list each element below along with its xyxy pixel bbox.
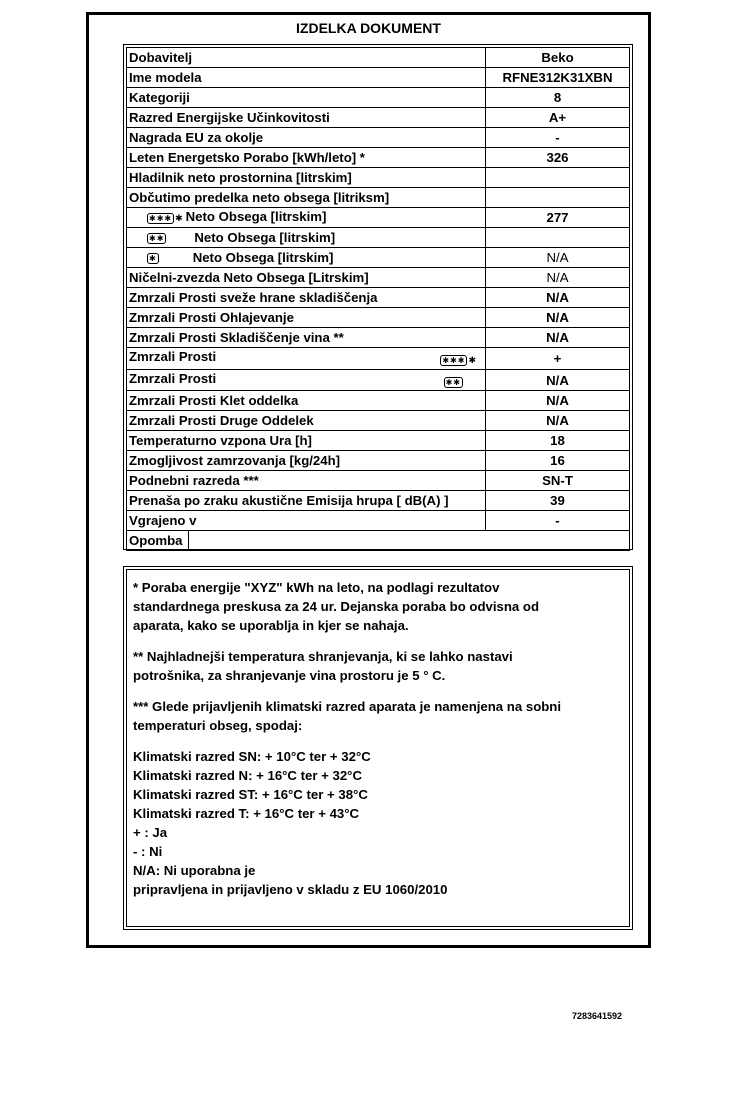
spec-value: 39	[550, 493, 565, 509]
note-paragraph	[133, 578, 623, 635]
note-line: pripravljena in prijavljeno v skladu z EU 1060/2010	[133, 882, 448, 897]
spec-label-cell	[127, 188, 486, 208]
spec-label: Neto Obsega [litrskim]	[192, 250, 334, 265]
spec-label-cell	[127, 491, 486, 511]
spec-label: Zmrzali Prosti Skladiščenje vina **	[129, 330, 344, 345]
spec-value-cell	[486, 128, 630, 148]
spec-value-cell	[486, 168, 630, 188]
spec-label-cell	[127, 88, 486, 108]
spec-label-cell	[127, 451, 486, 471]
spec-table-frame	[123, 44, 633, 550]
spec-table	[126, 47, 630, 531]
spec-label-cell	[127, 248, 486, 268]
spec-value: -	[555, 513, 560, 529]
spec-label: Hladilnik neto prostornina [litrskim]	[129, 170, 352, 185]
spec-value-cell	[486, 108, 630, 128]
spec-row	[127, 328, 630, 348]
star-rating-icon: ✱✱	[149, 234, 165, 244]
note-line: - : Ni	[133, 844, 163, 859]
spec-label-cell	[127, 328, 486, 348]
notes-frame	[123, 566, 633, 930]
spec-row	[127, 48, 630, 68]
note-paragraph	[133, 697, 623, 735]
spec-label: Leten Energetsko Porabo [kWh/leto] *	[129, 150, 365, 165]
remark-table	[126, 530, 630, 551]
note-line: Klimatski razred SN: + 10°C ter + 32°C	[133, 749, 371, 764]
note-paragraph	[133, 647, 623, 685]
spec-label-cell	[127, 68, 486, 88]
spec-label: Neto Obsega [litrskim]	[185, 209, 327, 225]
spec-value-cell	[486, 491, 630, 511]
spec-label: Temperaturno vzpona Ura [h]	[129, 433, 312, 449]
spec-value-cell	[486, 471, 630, 491]
spec-row	[127, 128, 630, 148]
spec-value-cell	[486, 68, 630, 88]
star-group	[440, 351, 479, 369]
spec-value: N/A	[546, 393, 569, 409]
spec-value: Beko	[541, 50, 574, 65]
spec-value-cell	[486, 431, 630, 451]
spec-value: N/A	[546, 413, 569, 429]
spec-label: Zmrzali Prosti Klet oddelka	[129, 393, 299, 409]
spec-label: Nagrada EU za okolje	[129, 130, 264, 145]
spec-value-cell	[486, 268, 630, 288]
spec-value-cell	[486, 411, 630, 431]
spec-row	[127, 391, 630, 411]
notes-text	[126, 569, 630, 927]
spec-value: 18	[550, 433, 565, 449]
star-rating-icon: ✱✱✱	[149, 213, 173, 223]
spec-value-cell	[486, 188, 630, 208]
spec-label: Občutimo predelka neto obsega [litriksm]	[129, 190, 390, 205]
note-line: *** Glede prijavljenih klimatski razred aparata je namenjena na sobni	[133, 699, 562, 714]
spec-label: Zmrzali Prosti Ohlajevanje	[129, 310, 294, 325]
spec-label-cell	[127, 208, 486, 228]
spec-value: 8	[553, 90, 562, 105]
spec-value: 277	[546, 210, 569, 225]
spec-label-cell	[127, 348, 486, 370]
spec-value: N/A	[546, 270, 569, 285]
spec-row	[127, 531, 630, 551]
spec-value-cell	[486, 88, 630, 108]
spec-label-cell	[127, 48, 486, 68]
spec-label-cell	[127, 431, 486, 451]
note-line: * Poraba energije "XYZ" kWh na leto, na podlagi rezultatov	[133, 580, 500, 595]
spec-label: Prenaša po zraku akustične Emisija hrupa [ dB(A) ]	[129, 493, 449, 509]
spec-value: N/A	[546, 290, 569, 305]
spec-label-cell	[127, 128, 486, 148]
spec-row	[127, 168, 630, 188]
note-line: Klimatski razred T: + 16°C ter + 43°C	[133, 806, 360, 821]
spec-label-cell	[127, 391, 486, 411]
spec-value: N/A	[546, 250, 569, 265]
star-group	[444, 373, 479, 390]
spec-value-cell	[486, 248, 630, 268]
spec-value-cell	[486, 370, 630, 391]
spec-value: A+	[548, 110, 567, 125]
spec-label-cell	[127, 228, 486, 248]
spec-label: Zmogljivost zamrzovanja [kg/24h]	[129, 453, 341, 469]
spec-value: 16	[550, 453, 565, 469]
spec-row	[127, 288, 630, 308]
note-line: + : Ja	[133, 825, 168, 840]
spec-label: Zmrzali Prosti	[129, 349, 217, 364]
note-line: ** Najhladnejši temperatura shranjevanja, ki se lahko nastavi	[133, 649, 513, 664]
spec-label: Dobavitelj	[129, 50, 193, 65]
spec-label-cell	[127, 288, 486, 308]
spec-value: N/A	[546, 330, 569, 345]
spec-value-cell	[486, 148, 630, 168]
spec-label: Opomba	[129, 533, 183, 549]
spec-label: Zmrzali Prosti sveže hrane skladiščenja	[129, 290, 378, 305]
star-extra-icon: ✱	[468, 355, 476, 366]
spec-label-cell	[127, 168, 486, 188]
spec-value-cell	[486, 228, 630, 248]
spec-value: N/A	[546, 310, 569, 325]
star-rating-icon: ✱✱	[445, 378, 461, 388]
spec-label: Podnebni razreda ***	[129, 473, 259, 489]
note-line: N/A: Ni uporabna je	[133, 863, 256, 878]
spec-row	[127, 148, 630, 168]
spec-value: RFNE312K31XBN	[502, 70, 613, 85]
spec-row	[127, 431, 630, 451]
spec-label-cell	[127, 411, 486, 431]
spec-label: Vgrajeno v	[129, 513, 197, 529]
star-extra-icon: ✱	[175, 212, 183, 223]
document-title: IZDELKA DOKUMENT	[296, 20, 441, 36]
note-paragraph	[133, 747, 623, 899]
spec-row	[127, 248, 630, 268]
spec-value-cell	[486, 348, 630, 370]
spec-row	[127, 88, 630, 108]
star-rating-icon: ✱✱✱	[442, 356, 466, 366]
note-line: Klimatski razred N: + 16°C ter + 32°C	[133, 768, 362, 783]
note-line: potrošnika, za shranjevanje vina prostoru je 5 ° C.	[133, 668, 446, 683]
spec-label: Neto Obsega [litrskim]	[194, 230, 336, 245]
note-line: Klimatski razred ST: + 16°C ter + 38°C	[133, 787, 368, 802]
spec-label-cell	[127, 308, 486, 328]
spec-row	[127, 188, 630, 208]
spec-value-cell	[486, 208, 630, 228]
spec-value: N/A	[546, 372, 569, 388]
spec-label-cell	[127, 370, 486, 391]
spec-row	[127, 208, 630, 228]
spec-value: SN-T	[542, 473, 573, 489]
spec-value-cell	[486, 391, 630, 411]
document-sheet	[86, 12, 651, 948]
spec-row	[127, 108, 630, 128]
star-rating-icon: ✱	[149, 254, 157, 264]
spec-label: Zmrzali Prosti	[129, 371, 217, 387]
spec-label-cell	[127, 148, 486, 168]
spec-value-cell	[486, 288, 630, 308]
spec-row	[127, 268, 630, 288]
spec-value: 326	[546, 150, 569, 165]
spec-label-cell	[127, 471, 486, 491]
spec-label: Ničelni-zvezda Neto Obsega [Litrskim]	[129, 270, 369, 285]
spec-label-cell	[127, 531, 189, 551]
spec-row	[127, 348, 630, 370]
spec-row	[127, 228, 630, 248]
spec-label-cell	[127, 511, 486, 531]
note-line: temperaturi obseg, spodaj:	[133, 718, 303, 733]
spec-label: Ime modela	[129, 70, 202, 85]
spec-value-cell	[486, 328, 630, 348]
spec-row	[127, 411, 630, 431]
spec-value-cell	[486, 511, 630, 531]
spec-label-cell	[127, 268, 486, 288]
document-code: 7283641592	[572, 1011, 623, 1021]
spec-value-cell	[486, 308, 630, 328]
note-line: aparata, kako se uporablja in kjer se nahaja.	[133, 618, 409, 633]
spec-row	[127, 471, 630, 491]
spec-label-cell	[127, 108, 486, 128]
note-line: standardnega preskusa za 24 ur. Dejanska poraba bo odvisna od	[133, 599, 540, 614]
spec-row	[127, 511, 630, 531]
spec-value-cell	[486, 48, 630, 68]
spec-label: Zmrzali Prosti Druge Oddelek	[129, 413, 314, 429]
spec-row	[127, 370, 630, 391]
spec-label: Razred Energijske Učinkovitosti	[129, 110, 330, 125]
spec-row	[127, 491, 630, 511]
spec-row	[127, 451, 630, 471]
spec-value: +	[553, 351, 562, 366]
spec-label: Kategoriji	[129, 90, 190, 105]
spec-value-cell	[486, 451, 630, 471]
spec-row	[127, 68, 630, 88]
spec-value-cell	[189, 531, 630, 551]
spec-value: -	[555, 130, 560, 145]
spec-row	[127, 308, 630, 328]
